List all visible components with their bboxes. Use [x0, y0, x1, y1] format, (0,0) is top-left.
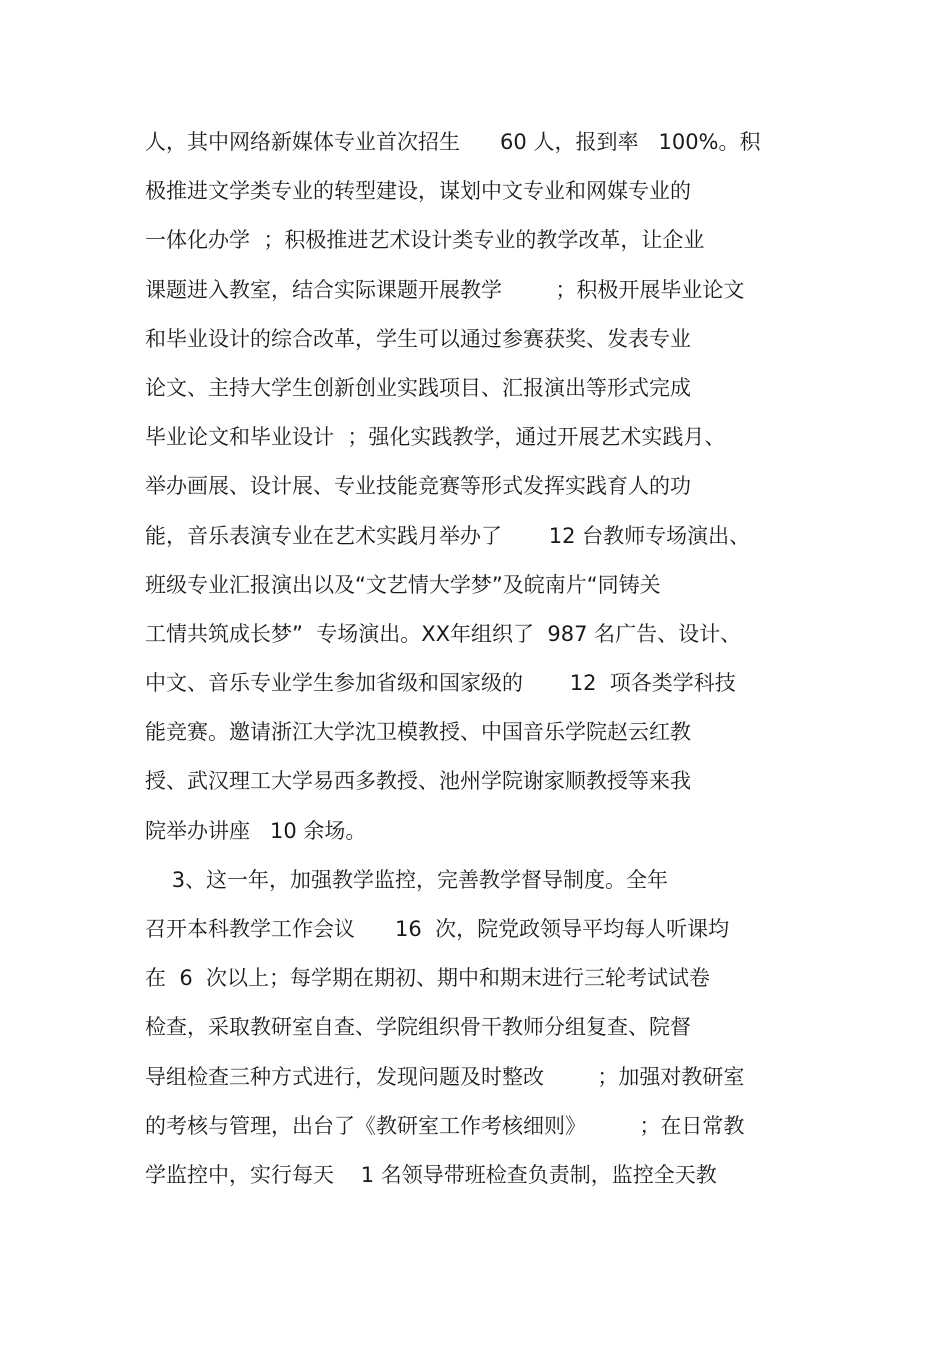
body-text	[145, 118, 815, 1200]
text-line: 学监控中，实行每天 1 名领导带班检查负责制，监控全天教	[145, 1162, 717, 1187]
text-line: 授、武汉理工大学易西多教授、池州学院谢家顺教授等来我	[145, 769, 691, 794]
text-line: 中文、音乐专业学生参加省级和国家级的 12 项各类学科技	[145, 671, 736, 696]
text-line: 3、这一年，加强教学监控，完善教学督导制度。全年	[145, 867, 669, 892]
text-line: 能竞赛。邀请浙江大学沈卫模教授、中国音乐学院赵云红教	[145, 720, 691, 745]
text-line: 极推进文学类专业的转型建设，谋划中文专业和网媒专业的	[145, 179, 691, 204]
text-line: 召开本科教学工作会议 16 次，院党政领导平均每人听课均	[145, 917, 730, 941]
text-line: 能，音乐表演专业在艺术实践月举办了 12 台教师专场演出、	[145, 523, 751, 548]
text-line: 和毕业设计的综合改革，学生可以通过参赛获奖、发表专业	[145, 326, 691, 351]
text-line: 在 6 次以上；每学期在期初、期中和期末进行三轮考试试卷	[145, 966, 711, 991]
text-line: 导组检查三种方式进行，发现问题及时整改 ；加强对教研室	[145, 1064, 745, 1089]
text-line: 举办画展、设计展、专业技能竞赛等形式发挥实践育人的功	[145, 474, 691, 499]
text-line: 论文、主持大学生创新创业实践项目、汇报演出等形式完成	[145, 375, 691, 400]
text-line: 课题进入教室，结合实际课题开展教学 ；积极开展毕业论文	[145, 277, 745, 302]
text-line: 人，其中网络新媒体专业首次招生 60 人，报到率 100%。积	[145, 130, 761, 154]
text-line: 毕业论文和毕业设计 ；强化实践教学，通过开展艺术实践月、	[145, 425, 726, 450]
text-line: 班级专业汇报演出以及“文艺情大学梦”及皖南片“同铸关	[145, 572, 661, 597]
text-line: 工情共筑成长梦” 专场演出。XX年组织了 987 名广告、设计、	[145, 621, 742, 646]
text-line: 院举办讲座 10 余场。	[145, 818, 367, 843]
text-line: 检查，采取教研室自查、学院组织骨干教师分组复查、院督	[145, 1015, 691, 1040]
text-line: 一体化办学 ；积极推进艺术设计类专业的教学改革，让企业	[145, 228, 705, 253]
text-line: 的考核与管理，出台了《教研室工作考核细则》 ；在日常教	[145, 1113, 745, 1138]
